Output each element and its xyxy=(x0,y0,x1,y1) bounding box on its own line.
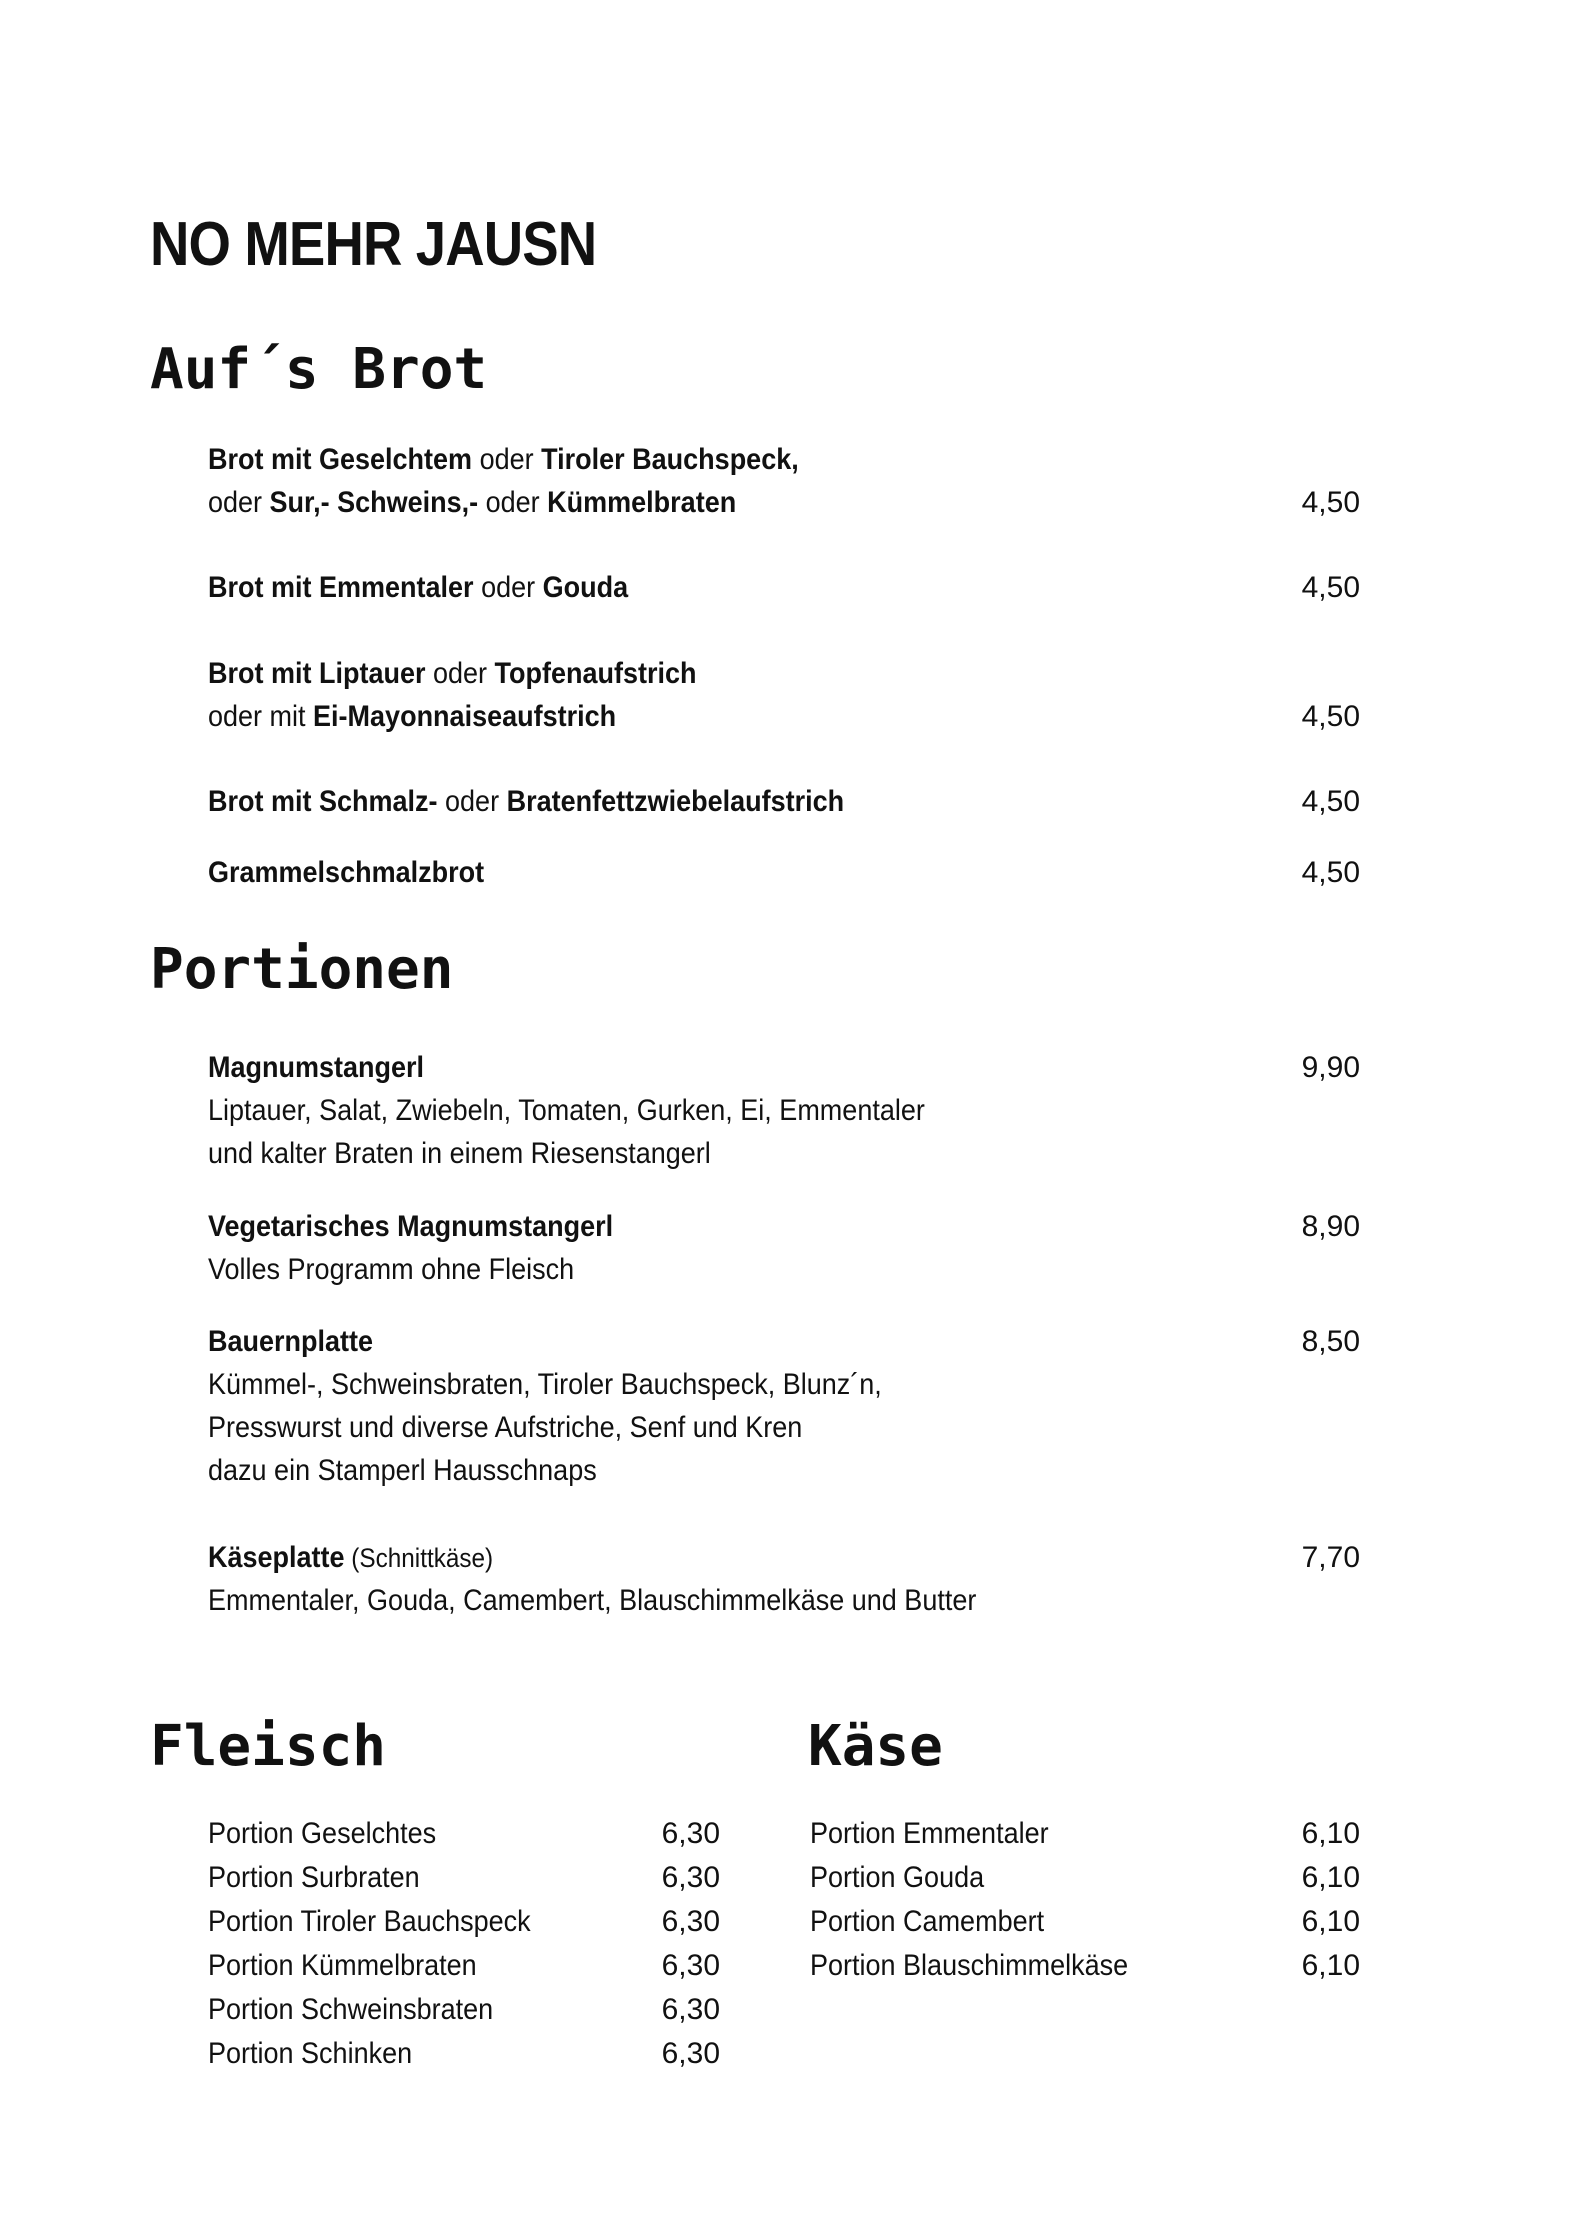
portion-item-3-desc-3: dazu ein Stamperl Hausschnaps xyxy=(208,1454,597,1487)
brot-item-1-line-2: oder Sur,- Schweins,- oder Kümmelbraten xyxy=(208,486,737,519)
fleisch-item-2-name: Portion Surbraten xyxy=(208,1861,420,1894)
fleisch-item-5-name: Portion Schweinsbraten xyxy=(208,1993,494,2026)
portion-item-3-desc-2: Presswurst und diverse Aufstriche, Senf und Kren xyxy=(208,1411,803,1444)
kaese-item-3-price: 6,10 xyxy=(1301,1905,1360,1938)
section-heading-brot: Auf´s Brot xyxy=(150,337,488,402)
fleisch-item-4-price: 6,30 xyxy=(661,1949,720,1982)
brot-item-1-price: 4,50 xyxy=(1301,486,1360,519)
kaese-item-4-name: Portion Blauschimmelkäse xyxy=(810,1949,1129,1982)
kaese-item-1-price: 6,10 xyxy=(1301,1817,1360,1850)
portion-item-4-name: Käseplatte (Schnittkäse) xyxy=(208,1541,494,1574)
section-heading-portionen: Portionen xyxy=(150,937,454,1002)
portion-item-1-desc-2: und kalter Braten in einem Riesenstangerl xyxy=(208,1137,711,1170)
portion-item-4-price: 7,70 xyxy=(1301,1541,1360,1574)
brot-item-3-line-2: oder mit Ei-Mayonnaiseaufstrich xyxy=(208,700,617,733)
kaese-item-1-name: Portion Emmentaler xyxy=(810,1817,1049,1850)
portion-item-1-desc-1: Liptauer, Salat, Zwiebeln, Tomaten, Gurken, Ei, Emmentaler xyxy=(208,1094,925,1127)
fleisch-item-4-name: Portion Kümmelbraten xyxy=(208,1949,477,1982)
brot-item-5-line-1: Grammelschmalzbrot xyxy=(208,856,485,889)
brot-item-1-line-1: Brot mit Geselchtem oder Tiroler Bauchspeck, xyxy=(208,443,799,476)
brot-item-4-price: 4,50 xyxy=(1301,785,1360,818)
fleisch-item-3-price: 6,30 xyxy=(661,1905,720,1938)
brot-item-2-price: 4,50 xyxy=(1301,571,1360,604)
page-title: NO MEHR JAUSN xyxy=(150,210,597,279)
brot-item-2-line-1: Brot mit Emmentaler oder Gouda xyxy=(208,571,629,604)
portion-item-4-desc-1: Emmentaler, Gouda, Camembert, Blauschimmelkäse und Butter xyxy=(208,1584,977,1617)
fleisch-item-6-name: Portion Schinken xyxy=(208,2037,413,2070)
kaese-item-2-name: Portion Gouda xyxy=(810,1861,985,1894)
portion-item-3-name: Bauernplatte xyxy=(208,1325,374,1358)
fleisch-item-1-price: 6,30 xyxy=(661,1817,720,1850)
portion-item-1-name: Magnumstangerl xyxy=(208,1051,425,1084)
fleisch-item-3-name: Portion Tiroler Bauchspeck xyxy=(208,1905,531,1938)
kaese-item-2-price: 6,10 xyxy=(1301,1861,1360,1894)
portion-item-3-price: 8,50 xyxy=(1301,1325,1360,1358)
section-heading-kaese: Käse xyxy=(808,1714,943,1779)
brot-item-4-line-1: Brot mit Schmalz- oder Bratenfettzwiebelaufstrich xyxy=(208,785,845,818)
kaese-item-4-price: 6,10 xyxy=(1301,1949,1360,1982)
portion-item-1-price: 9,90 xyxy=(1301,1051,1360,1084)
brot-item-5-price: 4,50 xyxy=(1301,856,1360,889)
kaese-item-3-name: Portion Camembert xyxy=(810,1905,1045,1938)
brot-item-3-price: 4,50 xyxy=(1301,700,1360,733)
fleisch-item-1-name: Portion Geselchtes xyxy=(208,1817,437,1850)
portion-item-2-name: Vegetarisches Magnumstangerl xyxy=(208,1210,614,1243)
portion-item-3-desc-1: Kümmel-, Schweinsbraten, Tiroler Bauchspeck, Blunz´n, xyxy=(208,1368,882,1401)
portion-item-2-price: 8,90 xyxy=(1301,1210,1360,1243)
brot-item-3-line-1: Brot mit Liptauer oder Topfenaufstrich xyxy=(208,657,697,690)
fleisch-item-5-price: 6,30 xyxy=(661,1993,720,2026)
portion-item-2-desc-1: Volles Programm ohne Fleisch xyxy=(208,1253,575,1286)
fleisch-item-2-price: 6,30 xyxy=(661,1861,720,1894)
fleisch-item-6-price: 6,30 xyxy=(661,2037,720,2070)
section-heading-fleisch: Fleisch xyxy=(150,1714,387,1779)
